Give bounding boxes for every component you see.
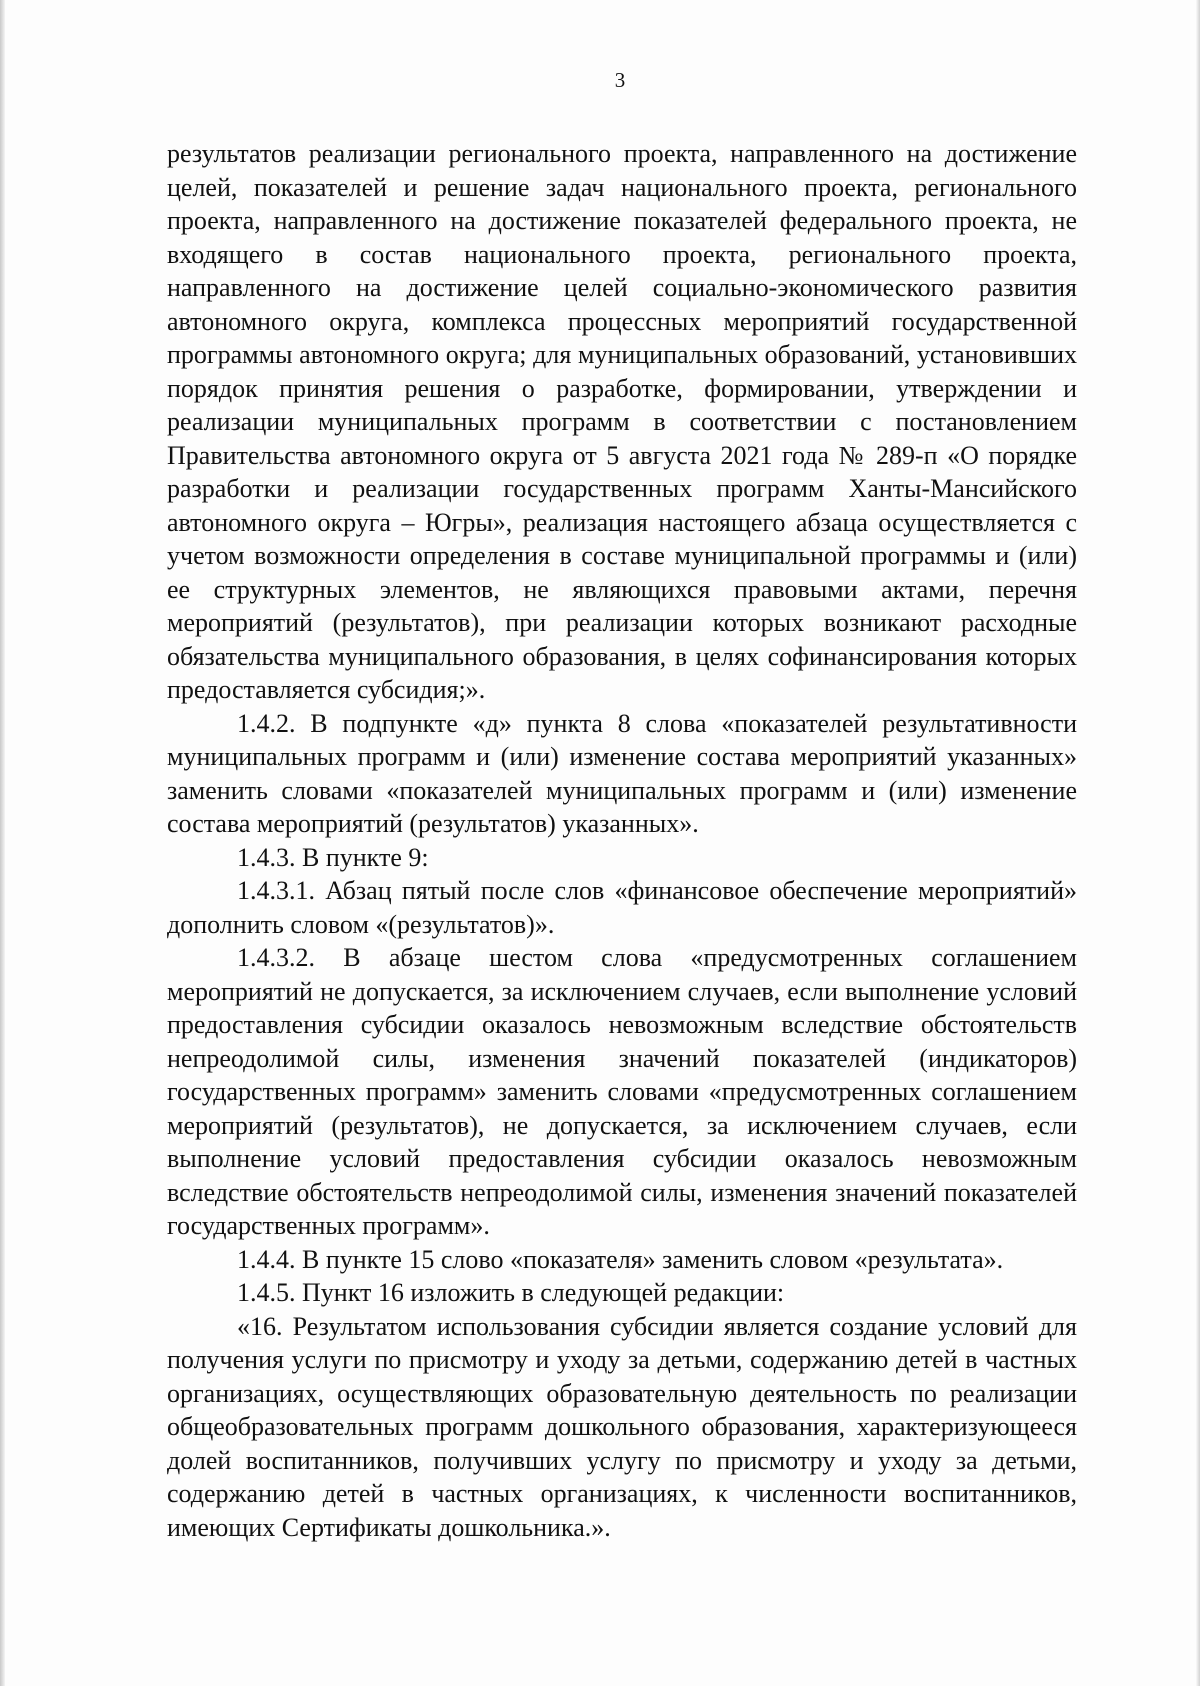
scan-edge-right [1196, 0, 1200, 1686]
paragraph-continuation: результатов реализации регионального проекта, направленного на достижение целей, показателей и решение задач национального проекта, регионального проекта, направленного на достижение показателей федерального проекта, не входящего в состав национального проекта, регионального проекта, направленного на достижение целей социально-экономического развития автономного округа, комплекса процессных мероприятий государственной программы автономного округа; для муниципальных образований, установивших порядок принятия решения о разработке, формировании, утверждении и реализации муниципальных программ в соответствии с постановлением Правительства автономного округа от 5 августа 2021 года № 289-п «О порядке разработки и реализации государственных программ Ханты-Мансийского автономного округа – Югры», реализация настоящего абзаца осуществляется с учетом возможности определения в составе муниципальной программы и (или) ее структурных элементов, не являющихся правовыми актами, перечня мероприятий (результатов), при реализации которых возникают расходные обязательства муниципального образования, в целях софинансирования которых предоставляется субсидия;». [167, 139, 1077, 704]
paragraph-1-4-5: 1.4.5. Пункт 16 изложить в следующей редакции: [237, 1278, 785, 1307]
paragraph-1-4-3-2: 1.4.3.2. В абзаце шестом слова «предусмотренных соглашением мероприятий не допускается, за исключением случаев, если выполнение условий предоставления субсидии оказалось невозможным вследствие обстоятельств непреодолимой силы, изменения значений показателей (индикаторов) государственных программ» заменить словами «предусмотренных соглашением мероприятий (результатов), не допускается, за исключением случаев, если выполнение условий предоставления субсидии оказалось невозможным вследствие обстоятельств непреодолимой силы, изменения значений показателей государственных программ». [167, 943, 1077, 1240]
document-body [167, 137, 1077, 1544]
paragraph-1-4-3: 1.4.3. В пункте 9: [237, 842, 429, 872]
paragraph-1-4-3-1: 1.4.3.1. Абзац пятый после слов «финансовое обеспечение мероприятий» дополнить словом «(результатов)». [167, 876, 1077, 939]
paragraph-1-4-2: 1.4.2. В подпункте «д» пункта 8 слова «показателей результативности муниципальных программ и (или) изменение состава мероприятий указанных» заменить словами «показателей муниципальных программ и (или) изменение состава мероприятий (результатов) указанных». [167, 708, 1077, 838]
page-number: 3 [614, 68, 626, 92]
scan-edge-left [0, 0, 5, 1686]
paragraph-1-4-4: 1.4.4. В пункте 15 слово «показателя» заменить словом «результата». [237, 1244, 1004, 1274]
paragraph-item-16: «16. Результатом использования субсидии является создание условий для получения услуги по присмотру и уходу за детьми, содержанию детей в частных организациях, осуществляющих образовательную деятельность по реализации общеобразовательных программ дошкольного образования, характеризующееся долей воспитанников, получивших услугу по присмотру и уходу за детьми, содержанию детей в частных организациях, к численности воспитанников, имеющих Сертификаты дошкольника.». [167, 1311, 1077, 1542]
